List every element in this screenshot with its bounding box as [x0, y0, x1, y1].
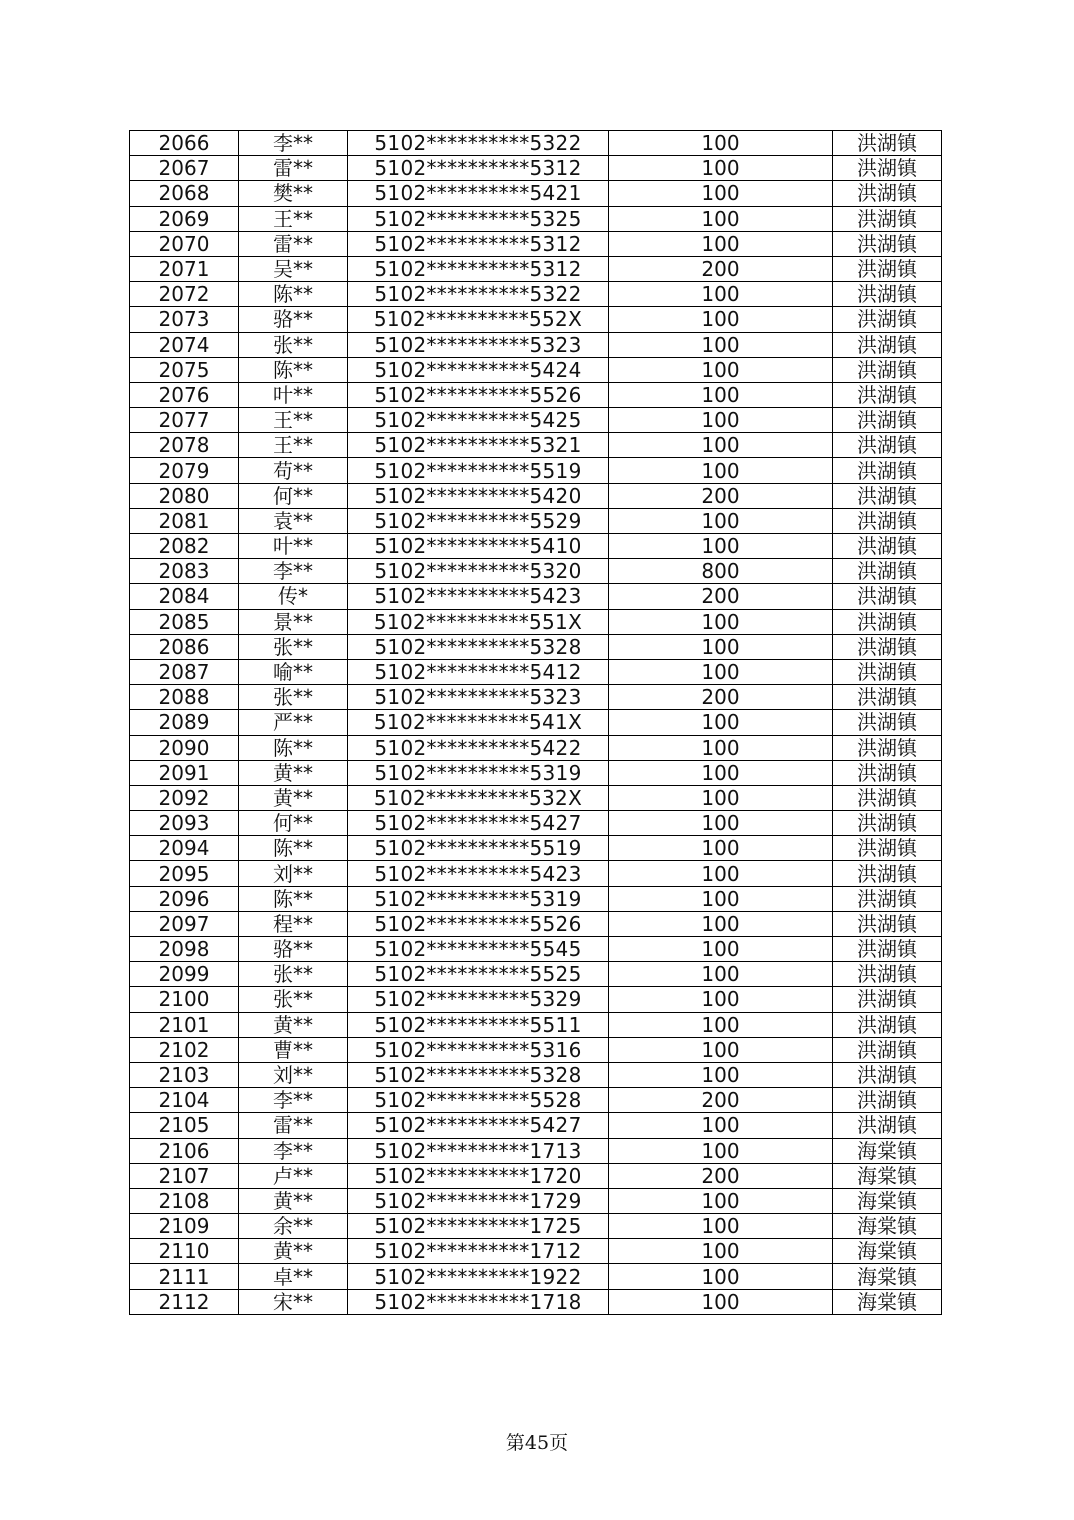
id-number-cell: 5102**********5412	[348, 659, 609, 684]
amount-cell: 100	[609, 836, 833, 861]
row-number-cell: 2066	[130, 131, 239, 156]
amount-cell: 200	[609, 483, 833, 508]
table-row	[130, 760, 942, 785]
name-cell: 张**	[239, 962, 348, 987]
amount-cell: 100	[609, 131, 833, 156]
amount-cell: 100	[609, 433, 833, 458]
row-number-cell: 2107	[130, 1163, 239, 1188]
id-number-cell: 5102**********5519	[348, 836, 609, 861]
id-number-cell: 5102**********5319	[348, 760, 609, 785]
table-row	[130, 685, 942, 710]
id-number-cell: 5102**********5519	[348, 458, 609, 483]
town-cell: 洪湖镇	[833, 256, 942, 281]
table-row	[130, 508, 942, 533]
town-cell: 洪湖镇	[833, 181, 942, 206]
name-cell: 王**	[239, 433, 348, 458]
town-cell: 洪湖镇	[833, 1088, 942, 1113]
amount-cell: 100	[609, 282, 833, 307]
town-cell: 洪湖镇	[833, 231, 942, 256]
table-row	[130, 1214, 942, 1239]
table-row	[130, 1239, 942, 1264]
table-row	[130, 1289, 942, 1314]
row-number-cell: 2076	[130, 382, 239, 407]
table-row	[130, 458, 942, 483]
row-number-cell: 2084	[130, 584, 239, 609]
id-number-cell: 5102**********5526	[348, 911, 609, 936]
amount-cell: 100	[609, 760, 833, 785]
row-number-cell: 2088	[130, 685, 239, 710]
amount-cell: 100	[609, 962, 833, 987]
town-cell: 洪湖镇	[833, 836, 942, 861]
town-cell: 洪湖镇	[833, 760, 942, 785]
id-number-cell: 5102**********5323	[348, 685, 609, 710]
town-cell: 洪湖镇	[833, 785, 942, 810]
id-number-cell: 5102**********5427	[348, 811, 609, 836]
name-cell: 叶**	[239, 382, 348, 407]
table-row	[130, 332, 942, 357]
name-cell: 黄**	[239, 1188, 348, 1213]
amount-cell: 100	[609, 886, 833, 911]
table-row	[130, 1037, 942, 1062]
name-cell: 骆**	[239, 937, 348, 962]
id-number-cell: 5102**********5424	[348, 357, 609, 382]
row-number-cell: 2072	[130, 282, 239, 307]
town-cell: 海棠镇	[833, 1163, 942, 1188]
id-number-cell: 5102**********5325	[348, 206, 609, 231]
amount-cell: 100	[609, 156, 833, 181]
row-number-cell: 2071	[130, 256, 239, 281]
id-number-cell: 5102**********5316	[348, 1037, 609, 1062]
table-row	[130, 1138, 942, 1163]
town-cell: 海棠镇	[833, 1239, 942, 1264]
id-number-cell: 5102**********532X	[348, 785, 609, 810]
table-row	[130, 886, 942, 911]
id-number-cell: 5102**********1720	[348, 1163, 609, 1188]
name-cell: 叶**	[239, 534, 348, 559]
id-number-cell: 5102**********5423	[348, 861, 609, 886]
town-cell: 洪湖镇	[833, 508, 942, 533]
id-number-cell: 5102**********5321	[348, 433, 609, 458]
row-number-cell: 2068	[130, 181, 239, 206]
town-cell: 洪湖镇	[833, 433, 942, 458]
name-cell: 传*	[239, 584, 348, 609]
town-cell: 洪湖镇	[833, 559, 942, 584]
row-number-cell: 2093	[130, 811, 239, 836]
name-cell: 卢**	[239, 1163, 348, 1188]
row-number-cell: 2105	[130, 1113, 239, 1138]
town-cell: 洪湖镇	[833, 1012, 942, 1037]
row-number-cell: 2112	[130, 1289, 239, 1314]
id-number-cell: 5102**********541X	[348, 710, 609, 735]
id-number-cell: 5102**********5320	[348, 559, 609, 584]
town-cell: 洪湖镇	[833, 206, 942, 231]
amount-cell: 100	[609, 206, 833, 231]
row-number-cell: 2103	[130, 1062, 239, 1087]
table-row	[130, 408, 942, 433]
row-number-cell: 2082	[130, 534, 239, 559]
name-cell: 宋**	[239, 1289, 348, 1314]
name-cell: 张**	[239, 332, 348, 357]
id-number-cell: 5102**********5322	[348, 282, 609, 307]
id-number-cell: 5102**********5312	[348, 156, 609, 181]
amount-cell: 100	[609, 1239, 833, 1264]
name-cell: 吴**	[239, 256, 348, 281]
amount-cell: 100	[609, 1214, 833, 1239]
town-cell: 洪湖镇	[833, 962, 942, 987]
name-cell: 袁**	[239, 508, 348, 533]
name-cell: 陈**	[239, 282, 348, 307]
name-cell: 曹**	[239, 1037, 348, 1062]
amount-cell: 100	[609, 735, 833, 760]
amount-cell: 100	[609, 1062, 833, 1087]
table-row	[130, 710, 942, 735]
name-cell: 刘**	[239, 861, 348, 886]
table-row	[130, 559, 942, 584]
town-cell: 洪湖镇	[833, 307, 942, 332]
table-row	[130, 1088, 942, 1113]
amount-cell: 100	[609, 382, 833, 407]
id-number-cell: 5102**********5420	[348, 483, 609, 508]
name-cell: 李**	[239, 1138, 348, 1163]
name-cell: 樊**	[239, 181, 348, 206]
table-row	[130, 584, 942, 609]
amount-cell: 100	[609, 1138, 833, 1163]
amount-cell: 100	[609, 1113, 833, 1138]
row-number-cell: 2095	[130, 861, 239, 886]
id-number-cell: 5102**********1729	[348, 1188, 609, 1213]
table-row	[130, 609, 942, 634]
name-cell: 王**	[239, 206, 348, 231]
amount-cell: 200	[609, 256, 833, 281]
id-number-cell: 5102**********5322	[348, 131, 609, 156]
row-number-cell: 2090	[130, 735, 239, 760]
name-cell: 陈**	[239, 836, 348, 861]
row-number-cell: 2091	[130, 760, 239, 785]
name-cell: 余**	[239, 1214, 348, 1239]
id-number-cell: 5102**********5312	[348, 231, 609, 256]
row-number-cell: 2067	[130, 156, 239, 181]
amount-cell: 200	[609, 1163, 833, 1188]
row-number-cell: 2086	[130, 634, 239, 659]
amount-cell: 100	[609, 357, 833, 382]
town-cell: 洪湖镇	[833, 1062, 942, 1087]
id-number-cell: 5102**********1922	[348, 1264, 609, 1289]
name-cell: 苟**	[239, 458, 348, 483]
table-row	[130, 534, 942, 559]
id-number-cell: 5102**********5421	[348, 181, 609, 206]
row-number-cell: 2102	[130, 1037, 239, 1062]
row-number-cell: 2080	[130, 483, 239, 508]
name-cell: 雷**	[239, 1113, 348, 1138]
town-cell: 洪湖镇	[833, 408, 942, 433]
town-cell: 海棠镇	[833, 1264, 942, 1289]
town-cell: 洪湖镇	[833, 634, 942, 659]
name-cell: 黄**	[239, 760, 348, 785]
name-cell: 黄**	[239, 1012, 348, 1037]
amount-cell: 100	[609, 1188, 833, 1213]
table-row	[130, 357, 942, 382]
row-number-cell: 2110	[130, 1239, 239, 1264]
table-row	[130, 1188, 942, 1213]
id-number-cell: 5102**********5528	[348, 1088, 609, 1113]
amount-cell: 100	[609, 534, 833, 559]
id-number-cell: 5102**********5329	[348, 987, 609, 1012]
row-number-cell: 2078	[130, 433, 239, 458]
name-cell: 何**	[239, 811, 348, 836]
amount-cell: 100	[609, 609, 833, 634]
table-row	[130, 861, 942, 886]
name-cell: 王**	[239, 408, 348, 433]
row-number-cell: 2075	[130, 357, 239, 382]
row-number-cell: 2069	[130, 206, 239, 231]
town-cell: 洪湖镇	[833, 609, 942, 634]
id-number-cell: 5102**********5511	[348, 1012, 609, 1037]
id-number-cell: 5102**********5425	[348, 408, 609, 433]
name-cell: 黄**	[239, 1239, 348, 1264]
page-number: 第45页	[505, 1432, 569, 1454]
row-number-cell: 2104	[130, 1088, 239, 1113]
id-number-cell: 5102**********5328	[348, 634, 609, 659]
row-number-cell: 2085	[130, 609, 239, 634]
town-cell: 洪湖镇	[833, 458, 942, 483]
table-row	[130, 962, 942, 987]
table-row	[130, 307, 942, 332]
name-cell: 雷**	[239, 231, 348, 256]
row-number-cell: 2094	[130, 836, 239, 861]
town-cell: 洪湖镇	[833, 332, 942, 357]
row-number-cell: 2087	[130, 659, 239, 684]
name-cell: 雷**	[239, 156, 348, 181]
name-cell: 李**	[239, 131, 348, 156]
town-cell: 洪湖镇	[833, 710, 942, 735]
amount-cell: 100	[609, 911, 833, 936]
table-row	[130, 1264, 942, 1289]
table-row	[130, 735, 942, 760]
town-cell: 洪湖镇	[833, 534, 942, 559]
amount-cell: 100	[609, 231, 833, 256]
table-row	[130, 256, 942, 281]
row-number-cell: 2106	[130, 1138, 239, 1163]
name-cell: 陈**	[239, 357, 348, 382]
name-cell: 张**	[239, 987, 348, 1012]
id-number-cell: 5102**********1718	[348, 1289, 609, 1314]
town-cell: 洪湖镇	[833, 584, 942, 609]
amount-cell: 100	[609, 508, 833, 533]
amount-cell: 800	[609, 559, 833, 584]
id-number-cell: 5102**********5427	[348, 1113, 609, 1138]
amount-cell: 100	[609, 659, 833, 684]
id-number-cell: 5102**********5323	[348, 332, 609, 357]
row-number-cell: 2081	[130, 508, 239, 533]
amount-cell: 100	[609, 987, 833, 1012]
name-cell: 景**	[239, 609, 348, 634]
amount-cell: 100	[609, 634, 833, 659]
id-number-cell: 5102**********5319	[348, 886, 609, 911]
id-number-cell: 5102**********552X	[348, 307, 609, 332]
table-row	[130, 231, 942, 256]
row-number-cell: 2109	[130, 1214, 239, 1239]
amount-cell: 200	[609, 584, 833, 609]
town-cell: 洪湖镇	[833, 282, 942, 307]
town-cell: 洪湖镇	[833, 811, 942, 836]
name-cell: 程**	[239, 911, 348, 936]
amount-cell: 100	[609, 1289, 833, 1314]
town-cell: 洪湖镇	[833, 1113, 942, 1138]
amount-cell: 100	[609, 710, 833, 735]
name-cell: 何**	[239, 483, 348, 508]
table-row	[130, 836, 942, 861]
id-number-cell: 5102**********551X	[348, 609, 609, 634]
name-cell: 刘**	[239, 1062, 348, 1087]
amount-cell: 100	[609, 937, 833, 962]
id-number-cell: 5102**********5410	[348, 534, 609, 559]
name-cell: 李**	[239, 559, 348, 584]
id-number-cell: 5102**********5525	[348, 962, 609, 987]
id-number-cell: 5102**********5422	[348, 735, 609, 760]
town-cell: 洪湖镇	[833, 861, 942, 886]
row-number-cell: 2111	[130, 1264, 239, 1289]
name-cell: 张**	[239, 634, 348, 659]
id-number-cell: 5102**********5423	[348, 584, 609, 609]
table-row	[130, 634, 942, 659]
town-cell: 洪湖镇	[833, 987, 942, 1012]
id-number-cell: 5102**********5545	[348, 937, 609, 962]
table-row	[130, 911, 942, 936]
row-number-cell: 2079	[130, 458, 239, 483]
id-number-cell: 5102**********5526	[348, 382, 609, 407]
amount-cell: 100	[609, 1264, 833, 1289]
amount-cell: 200	[609, 685, 833, 710]
id-number-cell: 5102**********1725	[348, 1214, 609, 1239]
row-number-cell: 2097	[130, 911, 239, 936]
table-row	[130, 181, 942, 206]
town-cell: 海棠镇	[833, 1289, 942, 1314]
table-row	[130, 131, 942, 156]
row-number-cell: 2100	[130, 987, 239, 1012]
town-cell: 洪湖镇	[833, 357, 942, 382]
name-cell: 李**	[239, 1088, 348, 1113]
row-number-cell: 2092	[130, 785, 239, 810]
town-cell: 洪湖镇	[833, 382, 942, 407]
row-number-cell: 2099	[130, 962, 239, 987]
row-number-cell: 2070	[130, 231, 239, 256]
town-cell: 洪湖镇	[833, 1037, 942, 1062]
table-row	[130, 1062, 942, 1087]
name-cell: 卓**	[239, 1264, 348, 1289]
town-cell: 洪湖镇	[833, 937, 942, 962]
table-row	[130, 785, 942, 810]
id-number-cell: 5102**********5529	[348, 508, 609, 533]
town-cell: 洪湖镇	[833, 659, 942, 684]
name-cell: 严**	[239, 710, 348, 735]
table-row	[130, 1012, 942, 1037]
town-cell: 洪湖镇	[833, 735, 942, 760]
roster-table	[129, 130, 942, 1315]
name-cell: 陈**	[239, 886, 348, 911]
amount-cell: 100	[609, 861, 833, 886]
town-cell: 海棠镇	[833, 1188, 942, 1213]
amount-cell: 100	[609, 1012, 833, 1037]
row-number-cell: 2073	[130, 307, 239, 332]
table-row	[130, 937, 942, 962]
table-row	[130, 1113, 942, 1138]
name-cell: 张**	[239, 685, 348, 710]
name-cell: 骆**	[239, 307, 348, 332]
name-cell: 陈**	[239, 735, 348, 760]
table-row	[130, 1163, 942, 1188]
row-number-cell: 2089	[130, 710, 239, 735]
amount-cell: 100	[609, 1037, 833, 1062]
amount-cell: 100	[609, 181, 833, 206]
town-cell: 洪湖镇	[833, 911, 942, 936]
town-cell: 海棠镇	[833, 1138, 942, 1163]
amount-cell: 100	[609, 332, 833, 357]
table-row	[130, 811, 942, 836]
table-row	[130, 433, 942, 458]
amount-cell: 100	[609, 458, 833, 483]
table-row	[130, 382, 942, 407]
amount-cell: 100	[609, 408, 833, 433]
table-row	[130, 987, 942, 1012]
row-number-cell: 2077	[130, 408, 239, 433]
town-cell: 海棠镇	[833, 1214, 942, 1239]
town-cell: 洪湖镇	[833, 156, 942, 181]
id-number-cell: 5102**********5328	[348, 1062, 609, 1087]
town-cell: 洪湖镇	[833, 483, 942, 508]
amount-cell: 100	[609, 307, 833, 332]
town-cell: 洪湖镇	[833, 131, 942, 156]
table-row	[130, 156, 942, 181]
row-number-cell: 2083	[130, 559, 239, 584]
amount-cell: 100	[609, 785, 833, 810]
row-number-cell: 2074	[130, 332, 239, 357]
amount-cell: 200	[609, 1088, 833, 1113]
name-cell: 喻**	[239, 659, 348, 684]
row-number-cell: 2101	[130, 1012, 239, 1037]
table-row	[130, 483, 942, 508]
id-number-cell: 5102**********5312	[348, 256, 609, 281]
id-number-cell: 5102**********1712	[348, 1239, 609, 1264]
row-number-cell: 2098	[130, 937, 239, 962]
table-row	[130, 659, 942, 684]
town-cell: 洪湖镇	[833, 886, 942, 911]
name-cell: 黄**	[239, 785, 348, 810]
table-row	[130, 206, 942, 231]
row-number-cell: 2096	[130, 886, 239, 911]
id-number-cell: 5102**********1713	[348, 1138, 609, 1163]
row-number-cell: 2108	[130, 1188, 239, 1213]
table-row	[130, 282, 942, 307]
town-cell: 洪湖镇	[833, 685, 942, 710]
amount-cell: 100	[609, 811, 833, 836]
roster-table-body	[130, 131, 942, 1315]
